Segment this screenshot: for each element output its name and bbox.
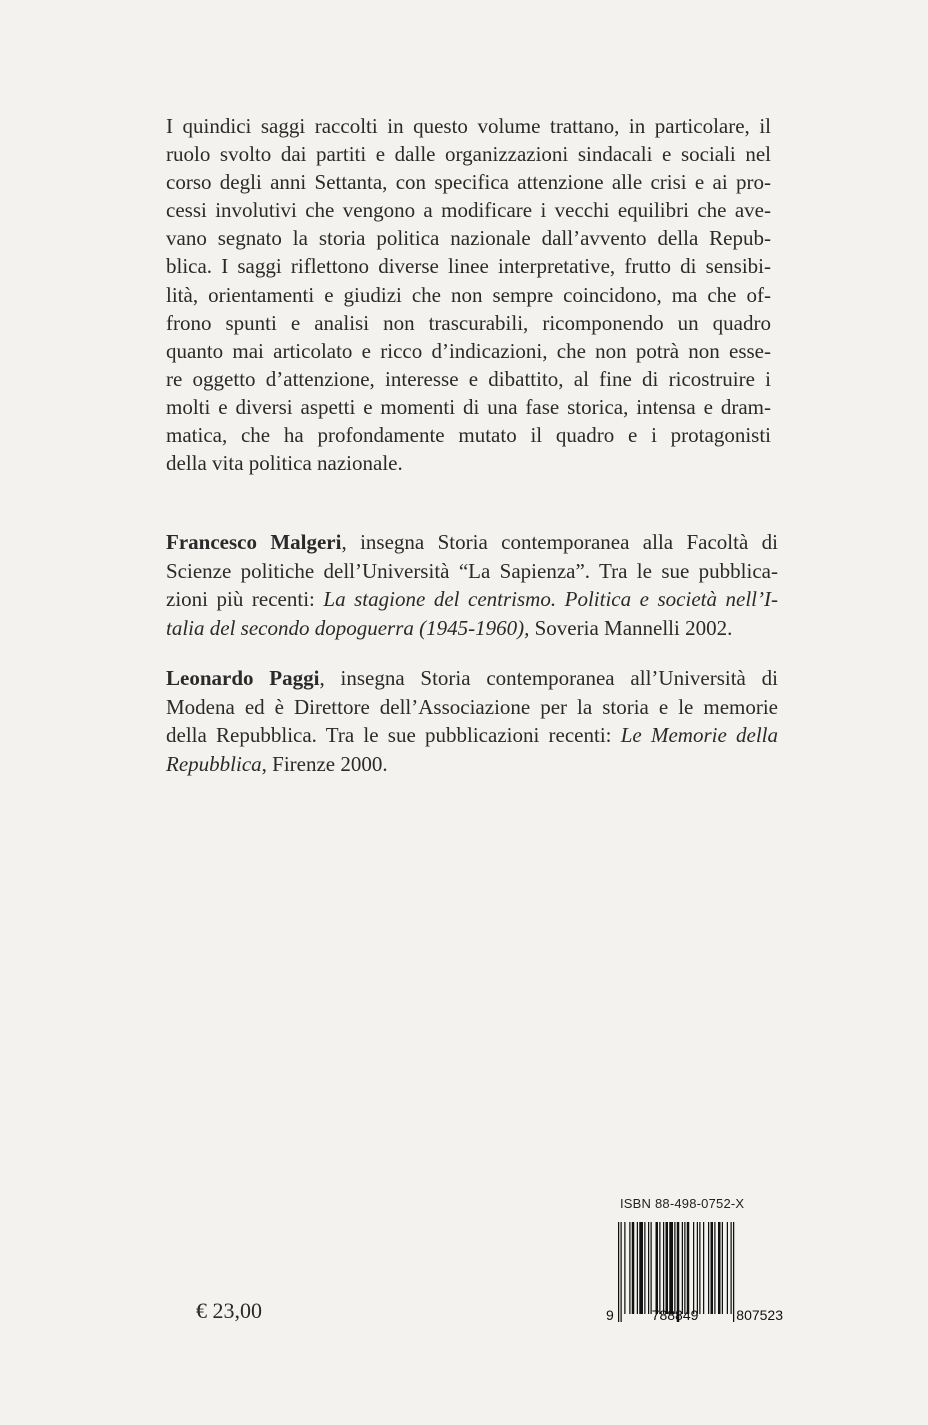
barcode-bar — [637, 1222, 638, 1314]
blurb-line: blica. I saggi riflettono diverse linee interpretative, frutto di sensibi- — [166, 254, 771, 279]
author-name: Leonardo Paggi — [166, 666, 320, 690]
blurb-line: I quindici saggi raccolti in questo volume trattano, in particolare, il — [166, 114, 771, 138]
barcode-bar — [693, 1222, 694, 1314]
barcode-bar — [682, 1222, 683, 1314]
author-bio-paggi: Leonardo Paggi, insegna Storia contemporanea all’Università di Modena ed è Direttore dell’Associazione per la storia e le memorie della Repubblica. Tra le sue pubblicazioni recenti: Le Memorie della Repubblica, Firenze 2000. — [166, 666, 779, 776]
isbn-label: ISBN 88-498-0752-X — [620, 1196, 745, 1211]
barcode-bar — [714, 1222, 715, 1314]
author-bio-malgeri: Francesco Malgeri, insegna Storia contemporanea alla Facoltà di Scienze politiche dell’Università “La Sapienza”. Tra le sue pubblica- zioni più recenti: La stagione del centrismo. Politica e società nell’I- talia del secondo dopoguerra (1945-1960), Soveria Mannelli 2002. — [166, 530, 778, 640]
blurb-line: re oggetto d’attenzione, interesse e dibattito, al fine di ricostruire i — [166, 366, 771, 391]
book-title: Le Memorie della — [620, 723, 779, 747]
blurb-line: della vita politica nazionale. — [166, 451, 403, 476]
blurb-line: lità, orientamenti e giudizi che non sempre coincidono, ma che of- — [166, 282, 771, 307]
barcode-bar — [722, 1222, 723, 1314]
barcode-bar — [703, 1222, 704, 1314]
barcode-bar — [727, 1222, 728, 1314]
barcode-bar — [651, 1222, 652, 1314]
blurb-line: cessi involutivi che vengono a modificare i vecchi equilibri che ave- — [166, 198, 771, 223]
blurb-line: frono spunti e analisi non trascurabili, ricomponendo un quadro — [166, 310, 771, 335]
barcode-bar — [632, 1222, 635, 1314]
barcode-bar — [708, 1222, 709, 1314]
barcode-bar — [624, 1222, 625, 1314]
barcode-bar — [666, 1222, 669, 1314]
barcode-bar — [684, 1222, 685, 1314]
book-title: Repubblica — [166, 751, 262, 776]
blurb-line: matica, che ha profondamente mutato il quadro e i protagonisti — [166, 423, 771, 448]
barcode-bar — [674, 1222, 675, 1314]
blurb-line: molti e diversi aspetti e momenti di una fase storica, intensa e dram- — [166, 394, 771, 419]
blurb-line: ruolo svolto dai partiti e dalle organizzazioni sindacali e sociali nel — [166, 142, 771, 167]
blurb-line: corso degli anni Settanta, con specifica attenzione alle crisi e ai pro- — [166, 170, 771, 195]
barcode-bar — [663, 1222, 664, 1314]
barcode-bar — [629, 1222, 630, 1314]
barcode-bar — [731, 1222, 732, 1314]
barcode-bar — [644, 1222, 645, 1314]
barcode-bar — [718, 1222, 721, 1314]
barcode-bar — [699, 1222, 700, 1314]
book-title: La stagione del centrismo. Politica e società nell’I- — [323, 587, 778, 611]
barcode-bar — [659, 1222, 660, 1314]
barcode-bar — [656, 1222, 659, 1314]
price-label: € 23,00 — [196, 1298, 262, 1323]
author-name: Francesco Malgeri — [166, 530, 342, 554]
barcode-bar — [697, 1222, 698, 1314]
book-title: talia del secondo dopoguerra (1945-1960), — [166, 615, 530, 640]
barcode-bar — [648, 1222, 649, 1314]
barcode-bar — [669, 1222, 673, 1314]
barcode-bar — [711, 1222, 714, 1314]
blurb-line: vano segnato la storia politica nazionale dall’avvento della Repub- — [166, 226, 771, 251]
blurb-line: quanto mai articolato e ricco d’indicazioni, che non potrà non esse- — [166, 338, 771, 363]
barcode-bar — [639, 1222, 643, 1314]
blurb-text — [166, 112, 771, 477]
barcode-bar — [687, 1222, 690, 1314]
barcode-digits: 9 788849 807523 — [606, 1307, 783, 1323]
